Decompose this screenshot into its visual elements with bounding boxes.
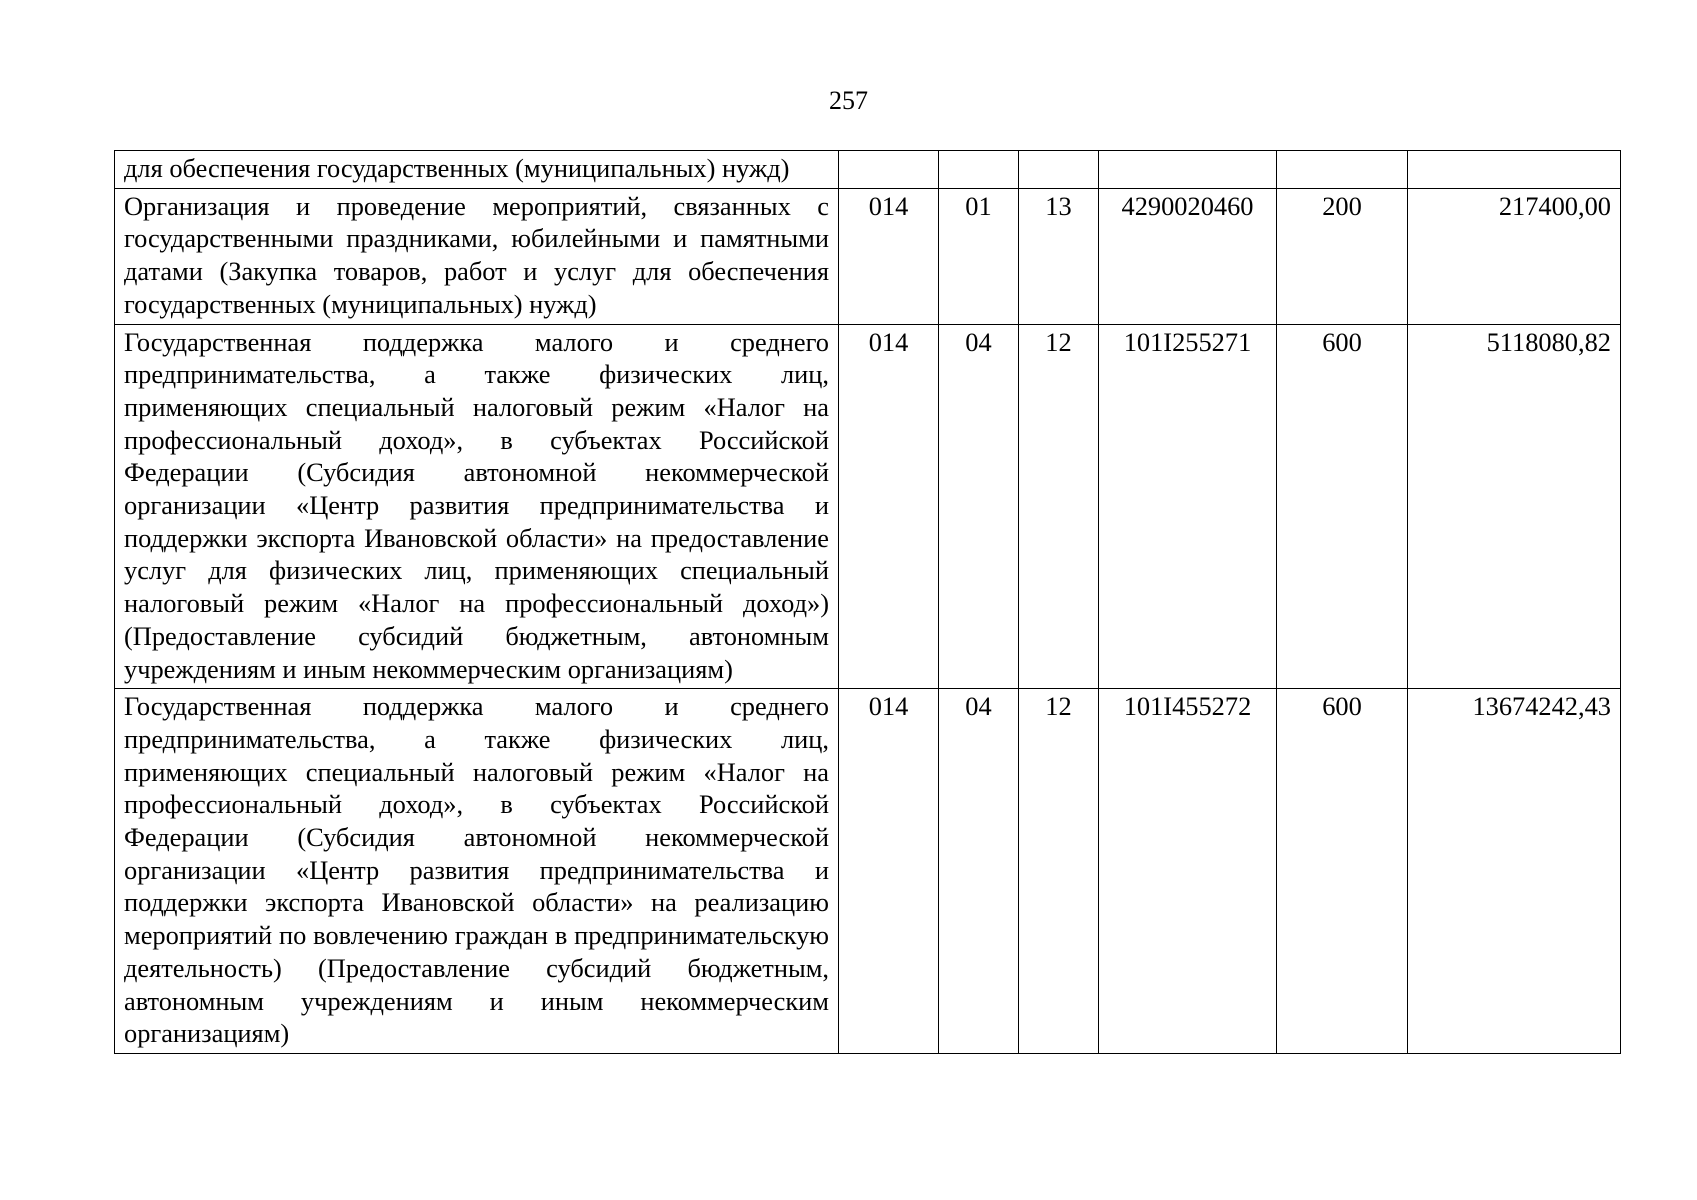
row-description: Государственная поддержка малого и среднего предпринимательства, а также физических лиц, применяющих специальный налоговый режим «Налог на профессиональный доход», в субъектах Российской Федерации (Субсидия автономной некоммерческой организации «Центр развития предпринимательства и поддержки экспорта Ивановской области» на предоставление услуг для физических лиц, применяющих специальный налоговый режим «Налог на профессиональный доход») (Предоставление субсидий бюджетным, автономным учреждениям и иным некоммерческим организациям) — [115, 324, 839, 689]
row-section: 04 — [939, 324, 1019, 689]
row-subsection: 13 — [1019, 188, 1099, 324]
row-section — [939, 151, 1019, 189]
row-target-code: 101I255271 — [1099, 324, 1277, 689]
row-amount — [1408, 151, 1621, 189]
row-expense-type — [1277, 151, 1408, 189]
row-amount: 13674242,43 — [1408, 689, 1621, 1054]
row-amount: 217400,00 — [1408, 188, 1621, 324]
row-subsection: 12 — [1019, 324, 1099, 689]
table-row — [115, 188, 1621, 324]
row-subsection: 12 — [1019, 689, 1099, 1054]
row-subsection — [1019, 151, 1099, 189]
row-expense-type: 600 — [1277, 689, 1408, 1054]
row-section: 04 — [939, 689, 1019, 1054]
table-row — [115, 151, 1621, 189]
table-row — [115, 689, 1621, 1054]
row-description: для обеспечения государственных (муниципальных) нужд) — [115, 151, 839, 189]
table-row — [115, 324, 1621, 689]
row-description: Организация и проведение мероприятий, связанных с государственными праздниками, юбилейными и памятными датами (Закупка товаров, работ и услуг для обеспечения государственных (муниципальных) нужд) — [115, 188, 839, 324]
row-grbs: 014 — [839, 689, 939, 1054]
row-section: 01 — [939, 188, 1019, 324]
row-target-code — [1099, 151, 1277, 189]
row-grbs: 014 — [839, 324, 939, 689]
row-expense-type: 200 — [1277, 188, 1408, 324]
row-amount: 5118080,82 — [1408, 324, 1621, 689]
row-expense-type: 600 — [1277, 324, 1408, 689]
row-description: Государственная поддержка малого и среднего предпринимательства, а также физических лиц, применяющих специальный налоговый режим «Налог на профессиональный доход», в субъектах Российской Федерации (Субсидия автономной некоммерческой организации «Центр развития предпринимательства и поддержки экспорта Ивановской области» на реализацию мероприятий по вовлечению граждан в предпринимательскую деятельность) (Предоставление субсидий бюджетным, автономным учреждениям и иным некоммерческим организациям) — [115, 689, 839, 1054]
row-target-code: 101I455272 — [1099, 689, 1277, 1054]
page-number: 257 — [829, 86, 868, 115]
row-grbs — [839, 151, 939, 189]
row-grbs: 014 — [839, 188, 939, 324]
row-target-code: 4290020460 — [1099, 188, 1277, 324]
budget-table — [114, 150, 1621, 1054]
